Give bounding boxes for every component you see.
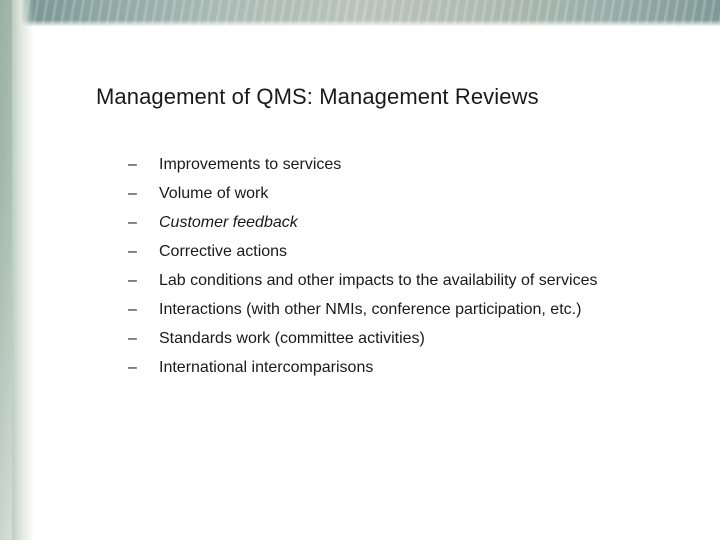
list-item [128,211,597,240]
list-item [128,298,597,327]
list-item [128,182,597,211]
dash-bullet-icon: – [128,272,137,289]
dash-bullet-icon: – [128,156,137,173]
list-item [128,153,597,182]
decorative-top-band [0,0,720,26]
list-item-text: Improvements to services [159,156,342,173]
dash-bullet-icon: – [128,359,137,376]
list-item-text: Interactions (with other NMIs, conference participation, etc.) [159,301,582,318]
list-item [128,356,597,385]
dash-bullet-icon: – [128,214,137,231]
list-item-text: Volume of work [159,185,269,202]
list-item-text: International intercomparisons [159,359,374,376]
dash-bullet-icon: – [128,243,137,260]
list-item-text: Standards work (committee activities) [159,330,425,347]
slide-title: Management of QMS: Management Reviews [96,84,539,109]
dash-bullet-icon: – [128,185,137,202]
list-item-text: Corrective actions [159,243,288,260]
dash-bullet-icon: – [128,301,137,318]
list-item-text: Customer feedback [159,214,298,231]
decorative-left-band [0,0,34,540]
list-item [128,269,597,298]
list-item-text: Lab conditions and other impacts to the availability of services [159,272,598,289]
dash-bullet-icon: – [128,330,137,347]
bullet-list [128,153,597,385]
list-item [128,327,597,356]
list-item [128,240,597,269]
